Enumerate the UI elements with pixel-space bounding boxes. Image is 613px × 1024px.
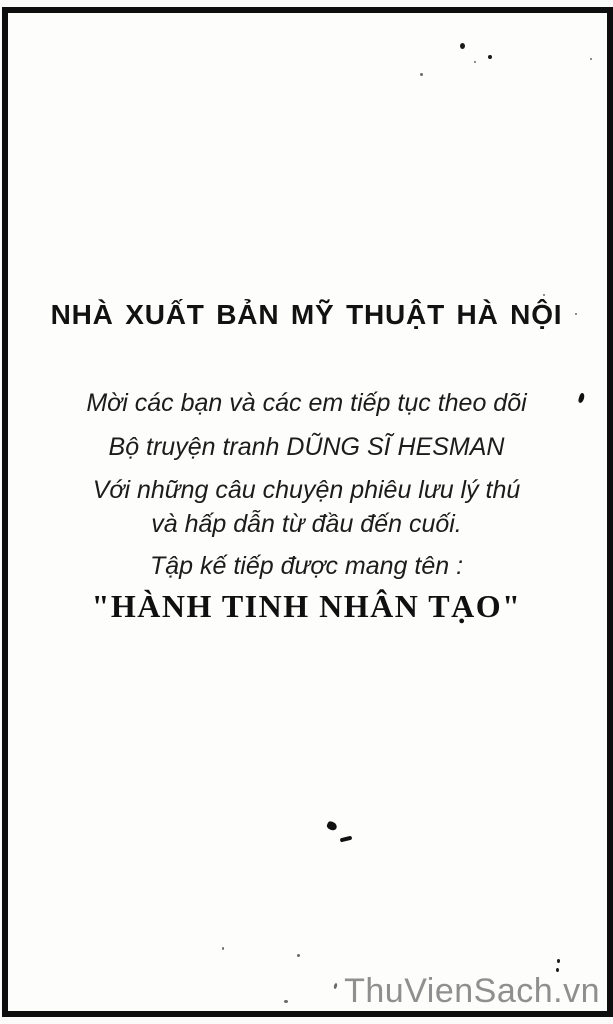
scan-speckle xyxy=(557,959,560,963)
scan-speckle xyxy=(460,43,465,49)
next-volume-title: "HÀNH TINH NHÂN TẠO" xyxy=(91,588,522,624)
scan-speckle xyxy=(543,294,545,296)
announcement-line-5: Tập kế tiếp được mang tên : xyxy=(149,552,464,580)
scan-speckle xyxy=(284,1000,288,1003)
scan-speckle xyxy=(474,61,476,63)
scan-speckle xyxy=(297,954,300,957)
publisher-name: NHÀ XUẤT BẢN MỸ THUẬT HÀ NỘI xyxy=(50,299,563,330)
announcement-line-1: Mời các bạn và các em tiếp tục theo dõi xyxy=(86,389,527,417)
scan-speckle xyxy=(556,968,559,972)
announcement-line-3: Với những câu chuyện phiêu lưu lý thú xyxy=(92,476,521,504)
announcement-line-4: và hấp dẫn từ đầu đến cuối. xyxy=(151,510,462,538)
scan-speckle xyxy=(420,73,423,76)
scan-speckle xyxy=(590,58,592,60)
scan-speckle xyxy=(222,947,224,950)
scan-speckle xyxy=(575,313,577,315)
watermark-text: ThuVienSach.vn xyxy=(344,972,600,1010)
announcement-line-2: Bộ truyện tranh DŨNG SĨ HESMAN xyxy=(108,433,505,461)
scan-speckle xyxy=(488,55,492,59)
